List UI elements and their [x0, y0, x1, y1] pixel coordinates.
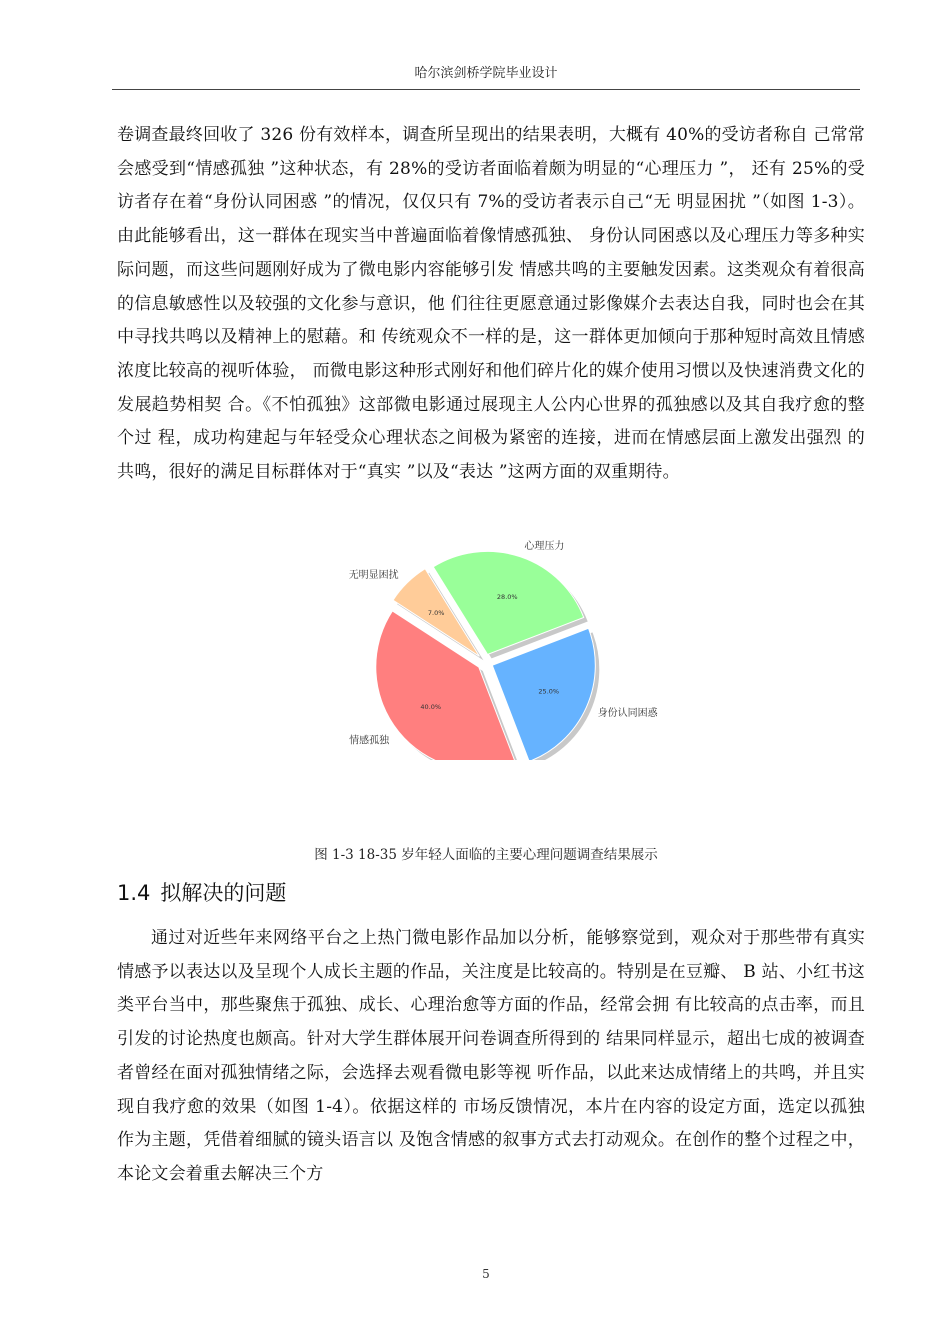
- pie-value-label: 40.0%: [420, 702, 442, 711]
- figure-caption: 图 1-3 18-35 岁年轻人面临的主要心理问题调查结果展示: [314, 847, 658, 863]
- pie-value-label: 7.0%: [427, 609, 445, 618]
- header-rule: [112, 89, 860, 90]
- label-xinli: 心理压力: [524, 541, 565, 553]
- section-title: 拟解决的问题: [160, 881, 287, 905]
- body-paragraph-2: 通过对近些年来网络平台之上热门微电影作品加以分析，能够察觉到，观众对于那些带有真实情感予以表达以及呈现个人成长主题的作品，关注度是比较高的。特别是在豆瓣、 B 站、小红书这类平台当中，那些聚焦于孤独、成长、心理治愈等方面的作品，经常会拥 有比较高的点击率，而且引发的讨论热度也颇高。针对大学生群体展开问卷调查所得到的 结果同样显示，超出七成的被调查者曾经在面对孤独情绪之际，会选择去观看微电影等视 听作品，以此来达成情绪上的共鸣，并且实现自我疗愈的效果（如图 1-4）。依据这样的 市场反馈情况，本片在内容的设定方面，选定以孤独作为主题，凭借着细腻的镜头语言以 及饱含情感的叙事方式去打动观众。在创作的整个过程之中，本论文会着重去解决三个方: [117, 928, 865, 1184]
- pie-chart: [285, 538, 695, 760]
- label-qinggan: 情感孤独: [349, 735, 390, 747]
- section-heading: [117, 877, 286, 907]
- pie-value-label: 28.0%: [496, 592, 518, 601]
- body-paragraph-1: 卷调查最终回收了 326 份有效样本，调查所呈现出的结果表明，大概有 40%的受访者称自 己常常会感受到“情感孤独 ”这种状态，有 28%的受访者面临着颇为明显的“心理压力 ”， 还有 25%的受访者存在着“身份认同困惑 ”的情况，仅仅只有 7%的受访者表示自己“无 明显困扰 ”（如图 1-3）。由此能够看出，这一群体在现实当中普遍面临着像情感孤独、 身份认同困惑以及心理压力等多种实际问题，而这些问题刚好成为了微电影内容能够引发 情感共鸣的主要触发因素。这类观众有着很高的信息敏感性以及较强的文化参与意识，他 们往往更愿意通过影像媒介去表达自我，同时也会在其中寻找共鸣以及精神上的慰藉。和 传统观众不一样的是，这一群体更加倾向于那种短时高效且情感浓度比较高的视听体验， 而微电影这种形式刚好和他们碎片化的媒介使用习惯以及快速消费文化的发展趋势相契 合。《不怕孤独》这部微电影通过展现主人公内心世界的孤独感以及其自我疗愈的整个过 程，成功构建起与年轻受众心理状态之间极为紧密的连接，进而在情感层面上激发出强烈 的共鸣，很好的满足目标群体对于“真实 ”以及“表达 ”这两方面的双重期待。: [117, 125, 865, 483]
- pie-value-label: 25.0%: [538, 687, 560, 696]
- section-number: 1.4: [117, 881, 151, 905]
- page-header: 哈尔滨剑桥学院毕业设计: [414, 66, 558, 81]
- label-shenfen: 身份认同困惑: [597, 708, 658, 720]
- page-number: 5: [482, 1267, 490, 1281]
- label-wumingxian: 无明显困扰: [348, 569, 399, 581]
- pie-chart-figure: [285, 538, 695, 760]
